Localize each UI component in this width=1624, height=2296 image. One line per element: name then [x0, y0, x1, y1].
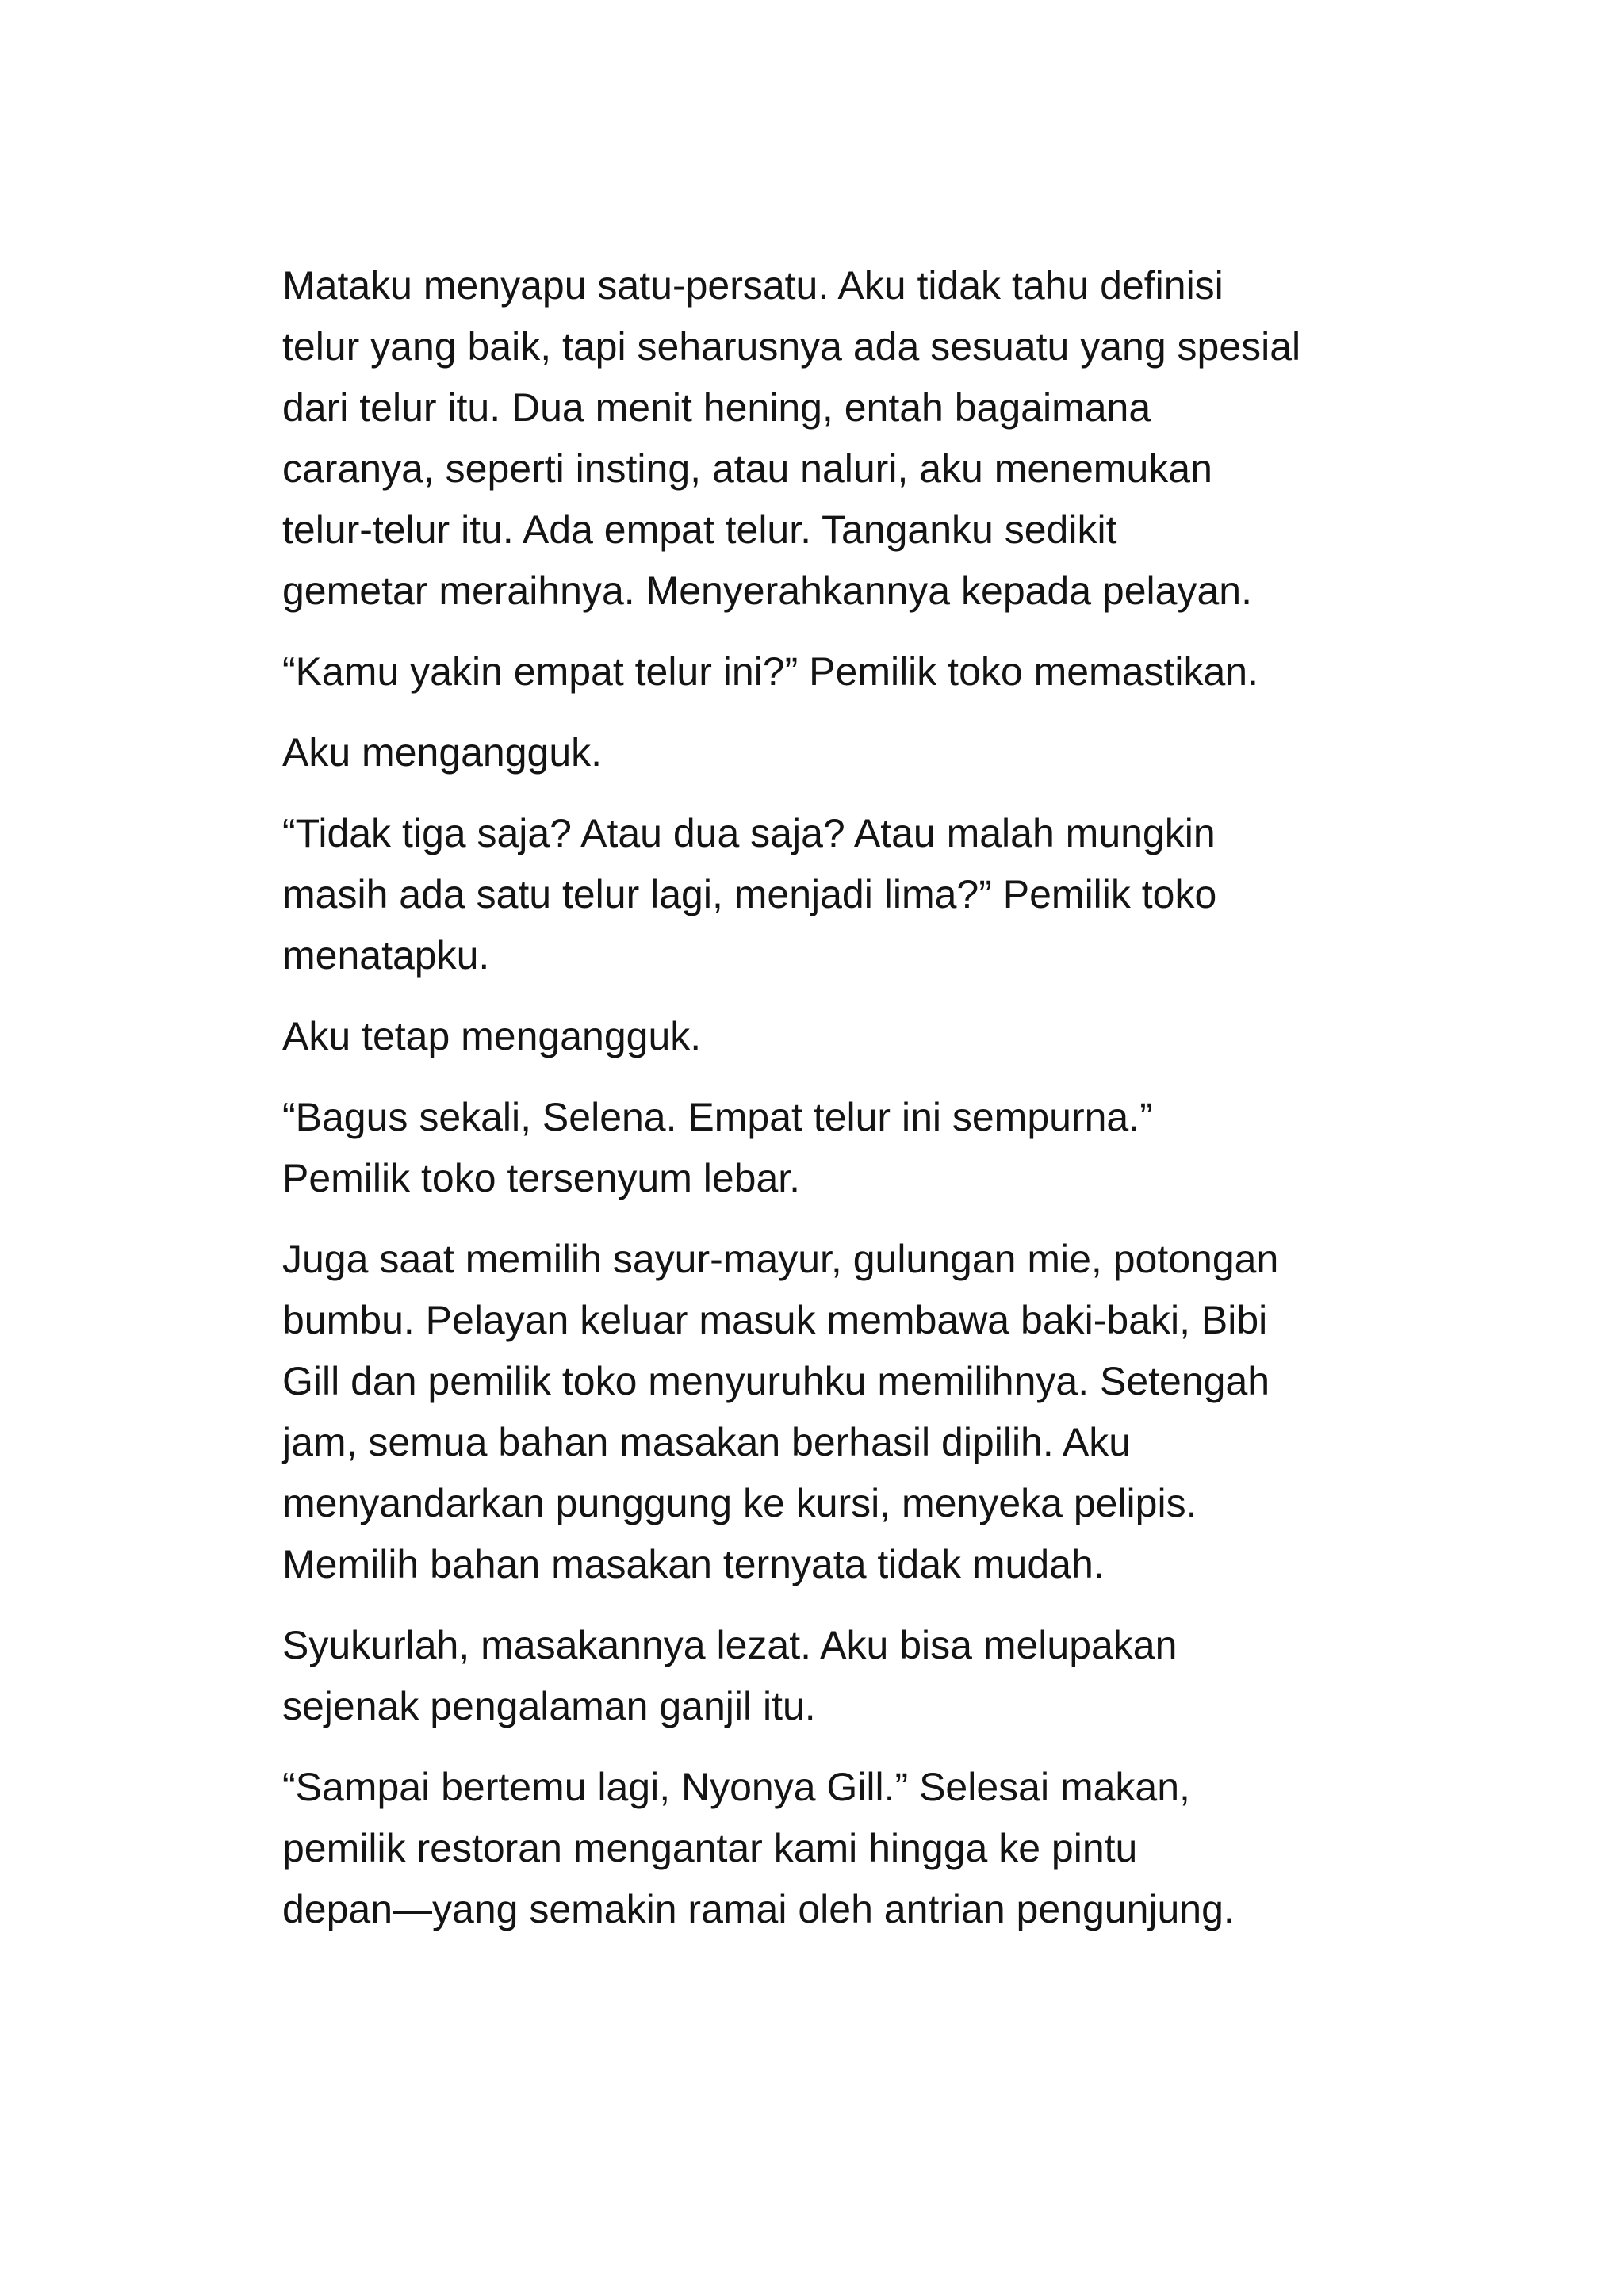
- text-line: Memilih bahan masakan ternyata tidak mudah.: [282, 1542, 1105, 1586]
- paragraph: [282, 803, 1392, 986]
- paragraph: [282, 1087, 1392, 1209]
- text-line: Aku mengangguk.: [282, 730, 603, 775]
- text-line: Pemilik toko tersenyum lebar.: [282, 1156, 801, 1200]
- text-line: “Bagus sekali, Selena. Empat telur ini sempurna.”: [282, 1095, 1153, 1139]
- text-line: Gill dan pemilik toko menyuruhku memilihnya. Setengah: [282, 1359, 1270, 1403]
- text-line: bumbu. Pelayan keluar masuk membawa baki-baki, Bibi: [282, 1298, 1268, 1342]
- paragraph: [282, 255, 1392, 622]
- text-line: sejenak pengalaman ganjil itu.: [282, 1684, 816, 1728]
- text-line: caranya, seperti insting, atau naluri, aku menemukan: [282, 446, 1212, 491]
- paragraph: [282, 1229, 1392, 1595]
- text-line: depan—yang semakin ramai oleh antrian pengunjung.: [282, 1887, 1235, 1931]
- paragraph: [282, 1615, 1392, 1737]
- text-line: gemetar meraihnya. Menyerahkannya kepada pelayan.: [282, 568, 1252, 613]
- text-line: jam, semua bahan masakan berhasil dipilih. Aku: [282, 1420, 1132, 1464]
- text-line: Aku tetap mengangguk.: [282, 1014, 702, 1058]
- text-line: “Kamu yakin empat telur ini?” Pemilik toko memastikan.: [282, 649, 1259, 694]
- text-line: Juga saat memilih sayur-mayur, gulungan mie, potongan: [282, 1237, 1279, 1281]
- text-line: “Sampai bertemu lagi, Nyonya Gill.” Selesai makan,: [282, 1765, 1190, 1809]
- paragraph: [282, 722, 1392, 783]
- text-line: Mataku menyapu satu-persatu. Aku tidak tahu definisi: [282, 263, 1224, 308]
- text-line: menatapku.: [282, 933, 490, 978]
- text-line: telur-telur itu. Ada empat telur. Tanganku sedikit: [282, 507, 1117, 552]
- text-line: menyandarkan punggung ke kursi, menyeka pelipis.: [282, 1481, 1197, 1525]
- text-line: telur yang baik, tapi seharusnya ada sesuatu yang spesial: [282, 324, 1301, 369]
- paragraph: [282, 1757, 1392, 1940]
- body-text: [282, 255, 1392, 1960]
- text-line: dari telur itu. Dua menit hening, entah bagaimana: [282, 385, 1151, 430]
- text-line: masih ada satu telur lagi, menjadi lima?” Pemilik toko: [282, 872, 1217, 916]
- text-line: Syukurlah, masakannya lezat. Aku bisa melupakan: [282, 1623, 1178, 1667]
- text-line: pemilik restoran mengantar kami hingga ke pintu: [282, 1826, 1138, 1870]
- paragraph: [282, 1006, 1392, 1067]
- paragraph: [282, 641, 1392, 702]
- text-line: “Tidak tiga saja? Atau dua saja? Atau malah mungkin: [282, 811, 1216, 855]
